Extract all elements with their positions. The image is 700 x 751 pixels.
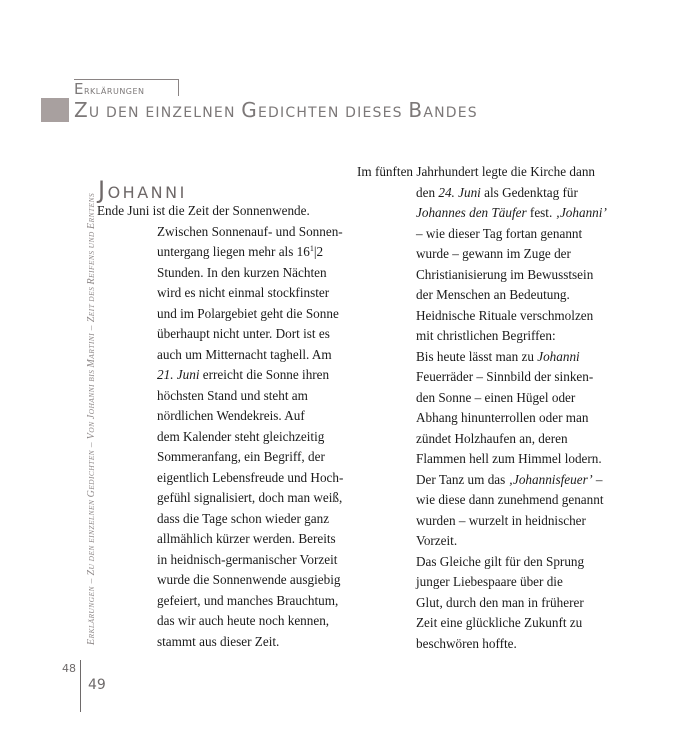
text-segment: Stunden. In den kurzen Nächten xyxy=(157,264,327,280)
text-line xyxy=(416,326,607,347)
running-head xyxy=(86,155,98,645)
text-segment: den Sonne – einen Hügel oder xyxy=(416,389,576,405)
text-segment: – wie dieser Tag fortan genannt xyxy=(416,225,583,241)
text-segment: überhaupt nicht unter. Dort ist es xyxy=(157,326,330,341)
text-segment: wird es nicht einmal stockfinster xyxy=(157,285,330,300)
text-line xyxy=(157,447,343,468)
text-segment: auch um Mitternacht taghell. Am xyxy=(157,346,332,362)
text-line xyxy=(157,222,343,243)
text-line xyxy=(416,613,607,634)
emphasis-text: 24. Juni xyxy=(438,184,481,200)
page-title xyxy=(74,98,478,125)
title-part: B xyxy=(408,98,424,122)
title-part: G xyxy=(241,98,258,122)
text-segment: |2 xyxy=(313,244,324,259)
title-part: – xyxy=(87,575,97,587)
title-part: ARTINI xyxy=(87,332,96,359)
text-line xyxy=(416,285,607,306)
text-line xyxy=(157,263,343,284)
text-segment: der Menschen an Bedeutung. xyxy=(416,287,570,302)
title-part: G xyxy=(86,489,97,498)
text-segment: eigentlich Lebensfreude und Hoch- xyxy=(157,469,344,485)
text-segment: zündet Holzhaufen an, deren xyxy=(416,430,568,446)
header-rule-right xyxy=(178,79,179,96)
emphasis-text: ‚Johannisfeuer’ xyxy=(508,471,593,487)
text-segment: gefeiert, und manches Brauchtum, xyxy=(157,592,339,608)
text-segment: wurde – gewann im Zuge der xyxy=(416,246,571,261)
title-part: ON xyxy=(87,419,96,433)
text-segment: Feuerräder – Sinnbild der sinken- xyxy=(416,369,594,384)
title-part: E xyxy=(86,222,97,229)
text-segment: Der Tanz um das xyxy=(416,471,509,487)
left-column-body xyxy=(157,222,343,653)
text-segment: Zeit eine glückliche Zukunft zu xyxy=(416,615,583,630)
text-segment: Vorzeit. xyxy=(416,533,458,548)
text-line xyxy=(416,203,607,224)
text-segment: Heidnische Rituale verschmolzen xyxy=(416,307,594,323)
section-title-rest: OHANNI xyxy=(107,183,187,202)
text-segment: Abhang hinunterrollen oder man xyxy=(416,410,589,425)
text-line xyxy=(157,324,343,345)
text-segment: allmählich kürzer werden. Bereits xyxy=(157,531,336,546)
text-segment: nördlichen Wendekreis. Auf xyxy=(157,408,305,423)
text-segment: – xyxy=(592,471,603,487)
text-segment: beschwören hoffte. xyxy=(416,635,517,651)
title-part: EDICHTEN xyxy=(87,449,96,490)
text-line xyxy=(416,552,607,573)
text-line xyxy=(416,367,607,388)
header-accent-block xyxy=(41,98,69,122)
text-line xyxy=(157,427,343,448)
text-segment: mit christlichen Begriffen: xyxy=(416,328,556,343)
text-line xyxy=(157,611,343,632)
title-part: Z xyxy=(86,316,97,323)
header-kicker: Erklärungen xyxy=(74,80,145,98)
text-segment: fest. xyxy=(526,205,556,220)
title-part: EDICHTEN DIESES xyxy=(257,105,409,121)
text-line xyxy=(416,347,607,368)
text-line xyxy=(157,529,343,550)
text-line xyxy=(157,570,343,591)
emphasis-text: 21. Juni xyxy=(157,367,200,382)
title-part: R xyxy=(86,277,97,285)
title-part: EIFENS UND xyxy=(87,229,96,278)
text-segment: Christianisierung im Bewusstsein xyxy=(416,266,594,282)
text-segment: untergang liegen mehr als 16 xyxy=(157,244,310,259)
title-part: – xyxy=(87,439,97,450)
page-number-divider xyxy=(80,660,81,712)
title-part: Z xyxy=(74,98,89,122)
text-segment: gefühl signalisiert, doch man weiß, xyxy=(157,490,343,505)
header-rule-top xyxy=(74,79,178,80)
emphasis-text: Johanni xyxy=(537,348,580,364)
text-segment: erreicht die Sonne ihren xyxy=(199,367,330,382)
text-line xyxy=(157,406,343,427)
title-part: OHANNI BIS xyxy=(87,367,96,415)
superscript: 1 xyxy=(309,244,314,253)
page-number-left: 48 xyxy=(62,662,76,675)
text-line xyxy=(416,224,607,245)
text-line xyxy=(157,365,343,386)
title-part: RKLÄRUNGEN xyxy=(87,586,96,639)
title-part: ANDES xyxy=(423,105,478,121)
text-line xyxy=(157,488,343,509)
text-segment: wie diese dann zunehmend genannt xyxy=(416,492,604,507)
text-segment: Flammen hell zum Himmel lodern. xyxy=(416,451,602,466)
text-line xyxy=(157,345,343,366)
text-segment: und im Polargebiet geht die Sonne xyxy=(157,305,339,321)
text-line xyxy=(416,408,607,429)
text-line xyxy=(157,632,343,653)
emphasis-text: Johannes den Täufer xyxy=(416,205,527,220)
text-line xyxy=(157,550,343,571)
text-line xyxy=(157,242,343,263)
right-column-lead: Im fünften Jahrhundert legte die Kirche dann xyxy=(357,164,596,179)
text-segment: stammt aus dieser Zeit. xyxy=(157,633,280,649)
text-line xyxy=(157,283,343,304)
text-segment: höchsten Stand und steht am xyxy=(157,387,308,403)
text-line xyxy=(157,509,343,530)
title-part: U DEN EINZELNEN xyxy=(88,105,242,121)
text-line xyxy=(416,183,607,204)
left-column-lead: Ende Juni ist die Zeit der Sonnenwende. xyxy=(97,203,310,218)
text-segment: den xyxy=(416,184,439,200)
text-segment: junger Liebespaare über die xyxy=(416,574,563,589)
text-line xyxy=(157,304,343,325)
title-part: U DEN EINZELNEN xyxy=(87,497,96,570)
text-line xyxy=(416,531,607,552)
text-line xyxy=(416,470,607,491)
text-line xyxy=(416,490,607,511)
text-segment: wurden – wurzelt in heidnischer xyxy=(416,512,586,528)
right-column-body xyxy=(416,183,607,655)
text-segment: wurde die Sonnenwende ausgiebig xyxy=(157,572,341,587)
title-part: – xyxy=(87,322,97,333)
text-segment: Sommeranfang, ein Begriff, der xyxy=(157,449,325,464)
text-line xyxy=(416,306,607,327)
text-segment: dem Kalender steht gleichzeitig xyxy=(157,428,325,444)
title-part: RNTENS xyxy=(87,192,96,223)
text-line xyxy=(416,572,607,593)
emphasis-text: ‚Johanni’ xyxy=(555,205,607,220)
section-title-initial: J xyxy=(98,176,108,204)
text-segment: dass die Tage schon wieder ganz xyxy=(157,510,330,526)
text-line xyxy=(416,429,607,450)
text-line xyxy=(157,591,343,612)
text-line xyxy=(157,468,343,489)
text-segment: Bis heute lässt man zu xyxy=(416,348,538,364)
title-part: Z xyxy=(86,569,97,576)
text-line xyxy=(416,511,607,532)
text-segment: als Gedenktag für xyxy=(480,184,578,200)
text-segment: Glut, durch den man in früherer xyxy=(416,594,584,610)
text-segment: in heidnisch-germanischer Vorzeit xyxy=(157,551,338,567)
title-part: J xyxy=(86,414,97,420)
title-part: E xyxy=(86,638,97,645)
title-part: V xyxy=(86,432,97,440)
title-part: M xyxy=(86,358,97,368)
text-line xyxy=(416,244,607,265)
text-line xyxy=(416,265,607,286)
text-line xyxy=(416,593,607,614)
title-part: EIT DES xyxy=(87,284,96,317)
text-segment: Zwischen Sonnenauf- und Sonnen- xyxy=(157,223,343,239)
text-line xyxy=(157,386,343,407)
page-number-right: 49 xyxy=(88,677,106,693)
text-segment: Das Gleiche gilt für den Sprung xyxy=(416,553,585,569)
text-line xyxy=(416,449,607,470)
text-line xyxy=(416,634,607,655)
text-line xyxy=(416,388,607,409)
text-segment: das wir auch heute noch kennen, xyxy=(157,613,330,628)
